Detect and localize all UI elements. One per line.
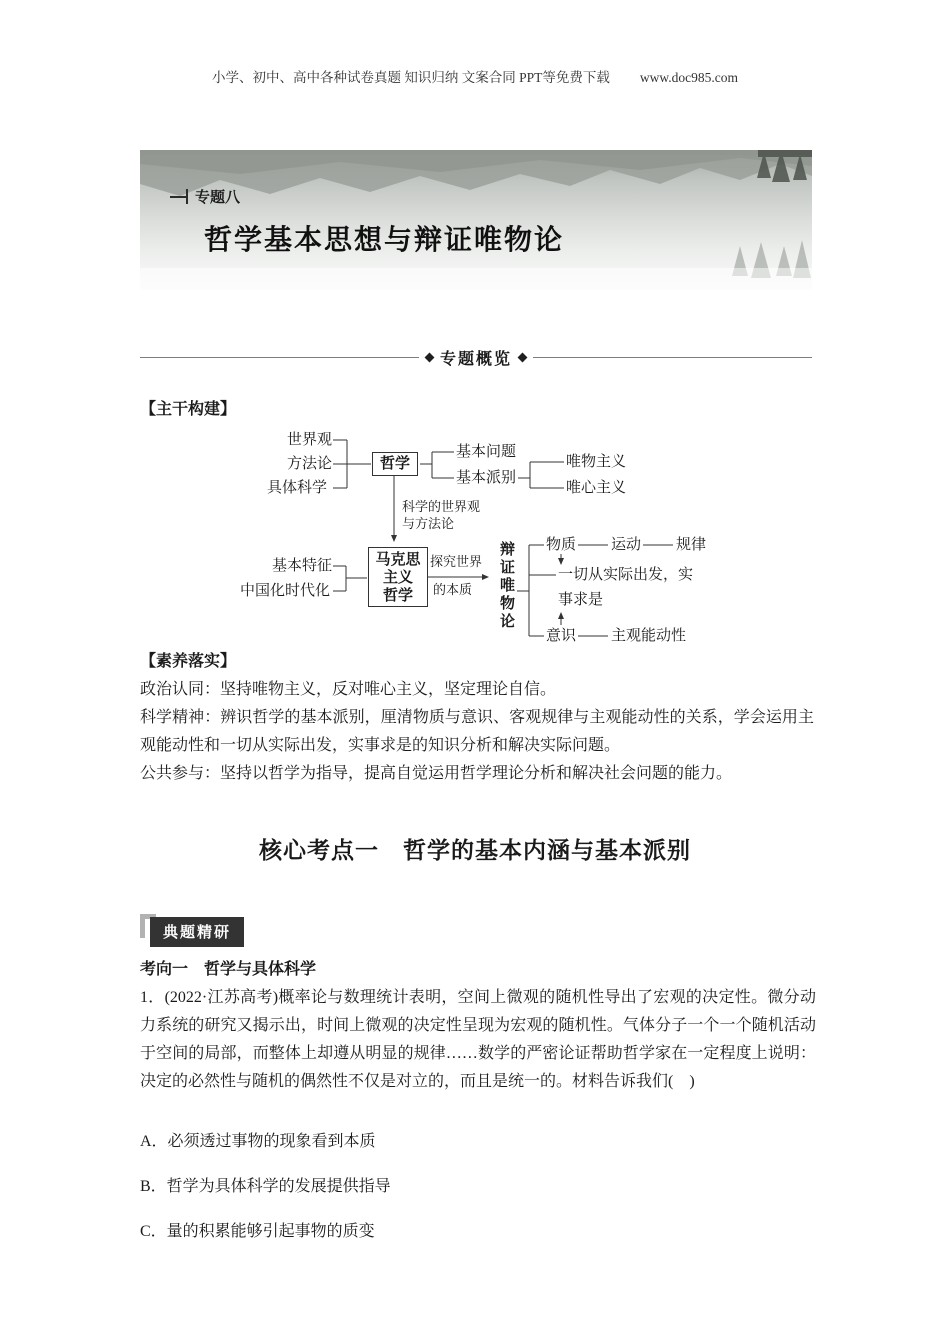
marx-line-1: 马克思 — [375, 552, 421, 568]
marx-line-3: 哲学 — [382, 588, 413, 604]
node-law: 规律 — [676, 537, 707, 553]
node-motion: 运动 — [611, 537, 642, 553]
divider-line-left — [140, 357, 419, 358]
node-matter: 物质 — [546, 537, 577, 553]
divider-line-right — [533, 357, 812, 358]
overview-divider — [140, 346, 812, 369]
page-header — [0, 66, 950, 86]
literacy-item-scientific: 科学精神：辨识哲学的基本派别，厘清物质与意识、客观规律与主观能动性的关系，学会运用主观能动性和一切从实际出发，实事求是的知识分析和解决实际问题。 — [140, 709, 814, 754]
banner-topic-tag — [170, 186, 240, 207]
node-dialectical-materialism: 辩证唯物论 — [496, 541, 516, 643]
node-basic-school: 基本派别 — [456, 470, 517, 486]
label-explore-world-1: 探究世界 — [430, 554, 483, 569]
node-marxist-philosophy-box — [368, 547, 428, 607]
node-idealism: 唯心主义 — [566, 480, 627, 496]
framework-section-label: 【主干构建】 — [140, 401, 237, 418]
exam-direction-heading: 考向一 哲学与具体科学 — [140, 961, 317, 978]
label-scientific-worldview-1: 科学的世界观 — [402, 499, 481, 514]
topic-title: 哲学基本思想与辩证唯物论 — [204, 224, 565, 255]
literacy-text — [140, 676, 814, 788]
diamond-icon — [425, 353, 435, 363]
site-url: www.doc985.com — [639, 70, 738, 85]
literacy-section-label: 【素养落实】 — [140, 653, 237, 670]
options-list — [140, 1127, 391, 1262]
overview-label: 专题概览 — [440, 351, 513, 368]
marx-line-2: 主义 — [382, 570, 413, 586]
node-proceed-from-reality-2: 事求是 — [558, 592, 604, 608]
option-c: C．量的积累能够引起事物的质变 — [140, 1223, 375, 1240]
option-b: B．哲学为具体科学的发展提供指导 — [140, 1178, 391, 1195]
node-proceed-from-reality-1: 一切从实际出发，实 — [558, 567, 694, 583]
key-point-title: 核心考点一 哲学的基本内涵与基本派别 — [259, 837, 691, 863]
literacy-item-political: 政治认同：坚持唯物主义，反对唯心主义，坚定理论自信。 — [140, 681, 557, 698]
node-philosophy-box: 哲学 — [372, 452, 418, 476]
promo-text: 小学、初中、高中各种试卷真题 知识归纳 文案合同 PPT等免费下载 — [212, 70, 610, 85]
label-scientific-worldview-2: 与方法论 — [402, 516, 455, 531]
banner — [140, 150, 812, 290]
tag-bar-icon — [186, 189, 188, 204]
tag-rule-icon — [170, 196, 186, 198]
option-a: A．必须透过事物的现象看到本质 — [140, 1133, 376, 1150]
literacy-item-public: 公共参与：坚持以哲学为指导，提高自觉运用哲学理论分析和解决社会问题的能力。 — [140, 765, 733, 782]
node-methodology: 方法论 — [287, 456, 333, 472]
node-worldview: 世界观 — [287, 432, 333, 448]
concept-map — [140, 425, 840, 653]
node-basic-question: 基本问题 — [456, 444, 517, 460]
node-specific-science: 具体科学 — [267, 480, 328, 496]
node-basic-feature: 基本特征 — [272, 558, 333, 574]
node-subjective-initiative: 主观能动性 — [611, 628, 687, 644]
practice-badge — [140, 914, 244, 947]
label-explore-world-2: 的本质 — [433, 582, 473, 597]
practice-badge-label: 典题精研 — [150, 917, 244, 947]
topic-number: 专题八 — [195, 189, 241, 206]
node-consciousness: 意识 — [546, 628, 577, 644]
node-materialism: 唯物主义 — [566, 454, 627, 470]
diamond-icon — [518, 353, 528, 363]
question-text: 1．(2022·江苏高考)概率论与数理统计表明，空间上微观的随机性导出了宏观的决定性。微分动力系统的研究又揭示出，时间上微观的决定性呈现为宏观的随机性。气体分子一个一个随机活动于空间的局部，而整体上却遵从明显的规律……数学的严密论证帮助哲学家在一定程度上说明：决定的必然性与随机的偶然性不仅是对立的，而且是统一的。材料告诉我们( ) — [140, 989, 816, 1090]
node-sinicization: 中国化时代化 — [240, 583, 331, 599]
